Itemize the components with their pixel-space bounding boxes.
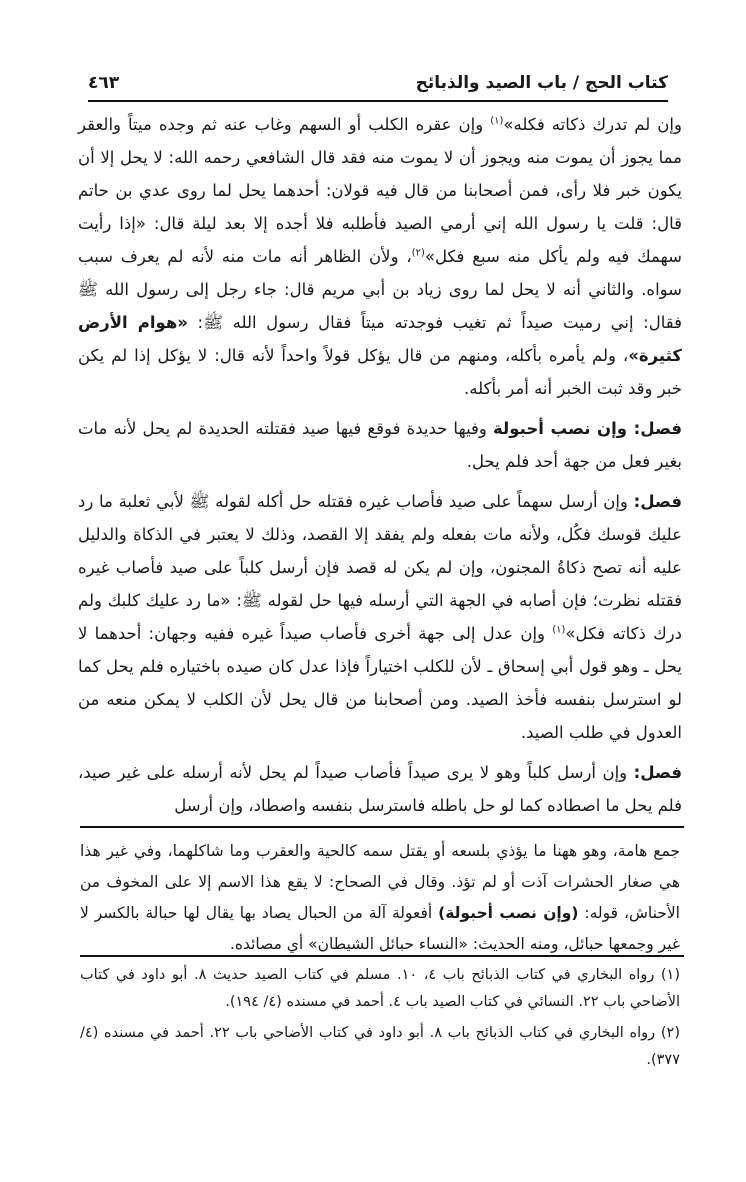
footnote-2: (٢) رواه البخاري في كتاب الذبائح باب ٨. أبو داود في كتاب الأضاحي باب ٢٢. أحمد في مسنده (٤/ ٣٧٧). xyxy=(80,1025,680,1068)
text-run: وإن أرسل سهماً على صيد فأصاب غيره فقتله حل أكله لقوله ﷺ لأبي ثعلبة ما رد عليك قوسك فكُل، ولأنه مات بفعله ولم يفقد إلا القصد، وذلك لا يعتبر في الذكاة والدليل عليه أنه تصح ذكاةُ المجنون، وإن لم يكن له قصد فإن أرسل كلباً على صيد فأصاب غيره فقتله نظرت؛ فإن أصابه في الجهة التي أرسله فيها حل لقوله ﷺ: «ما رد عليك كلبك ولم درك ذكاته فكل» xyxy=(78,492,682,643)
paragraph-4 xyxy=(78,756,682,822)
text-run: وفيها حديدة فوقع فيها صيد فقتلته الحديدة لم يحل لأنه مات بغير فعل من جهة أحد فلم يحل. xyxy=(78,419,682,471)
footnote-ref-2: (٢) xyxy=(411,247,425,259)
footnote-1: (١) رواه البخاري في كتاب الذبائح باب ٤، ١٠. مسلم في كتاب الصيد حديث ٨. أبو داود في كتاب الأضاحي باب ٢٢. النسائي في كتاب الصيد باب ٤. أحمد في مسنده (٤/ ١٩٤). xyxy=(80,967,680,1010)
section-heading: فصل: xyxy=(633,492,682,511)
text-run: وإن عقره الكلب أو السهم وغاب عنه ثم وجده ميتاً والعقر مما يجوز أن يموت منه ويجوز أن لا يموت منه فقد قال الشافعي رحمه الله: لا يحل إلا أن يكون خبر فلا رأى، فمن أصحابنا من قال فيه قولان: أحدهما يحل لما روى عدي بن حاتم قال: قلت يا رسول الله إني أرمي الصيد فأطلبه فلا أجده إلا بعد ليلة قال: «إذا رأيت سهمك فيه ولم يأكل منه سبع فكل» xyxy=(78,115,682,266)
footnote-separator xyxy=(80,955,684,957)
gloss-term: (وإن نصب أحبولة) xyxy=(438,904,579,922)
text-run: أفعولة آلة من الحبال يصاد بها يقال لها حبالة بالكسر لا غير وجمعها حبائل، ومنه الحديث: «النساء حبائل الشيطان» أي مصائده. xyxy=(80,904,680,953)
running-header xyxy=(88,68,668,98)
header-rule xyxy=(88,100,668,102)
text-run: ، ولم يأمره بأكله، ومنهم من قال يؤكل قولاً واحداً لأنه قال: لا يؤكل إذا لم يكن خبر وقد ثبت الخبر أنه أمر بأكله. xyxy=(78,346,682,398)
text-run: جمع هامة، وهو ههنا ما يؤذي بلسعه أو يقتل سمه كالحية والعقرب وما شاكلهما، وفي غير هذا هي صغار الحشرات آذت أو لم تؤذ. وقال في الصحاح: لا يقع هذا الاسم إلا على المخوف من الأحناش، قوله: xyxy=(80,842,680,922)
paragraph-2 xyxy=(78,412,682,478)
section-heading: فصل: xyxy=(633,763,682,782)
bold-quote: «هوام الأرض كثيرة» xyxy=(78,313,682,365)
gloss-commentary xyxy=(80,836,680,960)
text-run: وإن لم تدرك ذكاته فكله» xyxy=(503,115,682,134)
footnotes xyxy=(80,962,680,1078)
gloss-separator xyxy=(80,826,684,828)
footnote-ref-1: (١) xyxy=(490,115,504,127)
footnote-ref-1: (١) xyxy=(552,624,566,636)
page-number: ٤٦٣ xyxy=(88,73,120,93)
chapter-title: كتاب الحج / باب الصيد والذبائح xyxy=(415,73,668,93)
text-run: وإن أرسل كلباً وهو لا يرى صيداً فأصاب صيداً لم يحل لأنه أرسله على غير صيد، فلم يحل ما اصطاده كما لو حل باطله فاسترسل بنفسه واصطاد، وإن أرسل xyxy=(78,763,682,815)
paragraph-3 xyxy=(78,485,682,749)
section-heading: فصل: وإن نصب أحبولة xyxy=(493,419,683,438)
text-run: ، ولأن الظاهر أنه مات منه لأنه لم يعرف سبب سواه. والثاني أنه لا يحل لما روى زياد بن أبي مريم قال: جاء رجل إلى رسول الله ﷺ فقال: إني رميت صيداً ثم تغيب فوجدته ميتاً فقال رسول الله ﷺ: xyxy=(78,247,682,332)
main-text xyxy=(78,108,682,829)
text-run: وإن عدل إلى جهة أخرى فأصاب صيداً غيره ففيه وجهان: أحدهما لا يحل ـ وهو قول أبي إسحاق ـ لأن للكلب اختياراً فإذا عدل كان صيده باختياره فلم يحل كما لو استرسل بنفسه فأخذ الصيد. ومن أصحابنا من قال يحل لأن الكلب لا يمكن منعه من العدول في طلب الصيد. xyxy=(78,624,682,742)
paragraph-1 xyxy=(78,108,682,405)
